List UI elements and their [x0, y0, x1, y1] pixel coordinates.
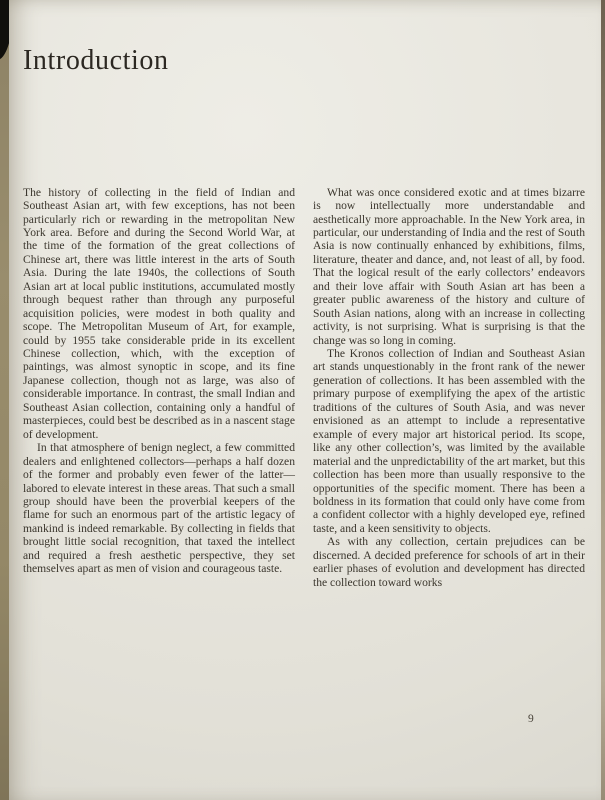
- paragraph: The Kronos collection of Indian and Southeast Asian art stands unquestionably in the front rank of the newer generation of collections. It has been assembled with the primary purpose of exemplifying the apex of the artistic traditions of the cultures of South Asia, and was never envisioned as an attempt to include a representative example of every major art historical period. Its scope, like any other collection’s, was limited by the available material and the unpredictability of the art market, but this collection has been more than usually responsive to the opportunities of the specific moment. There has been a boldness in its formation that could only have come from a confident collector with a highly developed eye, refined taste, and a keen sensitivity to objects.: [313, 347, 585, 535]
- right-text-column: [313, 186, 585, 590]
- left-text-column: [23, 186, 295, 590]
- page-right-edge: [601, 0, 605, 800]
- chapter-title: Introduction: [23, 45, 169, 76]
- paragraph: What was once considered exotic and at times bizarre is now intellectually more understandable and aesthetically more approachable. In the New York area, in particular, our understanding of India and the rest of South Asia is now continually enhanced by exhibitions, films, literature, theater and dance, and, not least of all, by food. That the logical result of the early collectors’ endeavors and their love affair with South Asian art has been a greater public awareness of the history and culture of South Asian nations, along with an increase in collecting activity, is not surprising. What is surprising is that the change was so long in coming.: [313, 185, 585, 347]
- paragraph: As with any collection, certain prejudices can be discerned. A decided preference for schools of art in their earlier phases of evolution and development has directed the collection toward works: [313, 535, 585, 589]
- two-column-text-block: [23, 186, 585, 590]
- page-number: 9: [528, 713, 534, 725]
- book-page: [9, 0, 601, 800]
- paragraph: In that atmosphere of benign neglect, a few committed dealers and enlightened collectors—perhaps a half dozen of the former and probably even fewer of the latter—labored to elevate interest in these areas. That such a small group should have been the proverbial keepers of the flame for such an enormous part of the artistic legacy of mankind is indeed remarkable. By collecting in fields that brought little social recognition, that taxed the intellect and required a fresh aesthetic perspective, they set themselves apart as men of vision and courageous taste.: [23, 441, 295, 576]
- paragraph: The history of collecting in the field of Indian and Southeast Asian art, with few exceptions, has not been particularly rich or rewarding in the metropolitan New York area. Before and during the Second World War, at the time of the formation of the great collections of Chinese art, there was little interest in the arts of South Asia. During the late 1940s, the collections of South Asian art at local public institutions, accumulated mostly through bequest rather than through any purposeful acquisition policies, were modest in both quality and scope. The Metropolitan Museum of Art, for example, could by 1955 take considerable pride in its excellent Chinese collection, which, with the exception of paintings, was almost synoptic in scope, and its fine Japanese collection, though not as large, was also of considerable importance. In contrast, the small Indian and Southeast Asian collection, containing only a handful of masterpieces, could best be described as in a nascent stage of development.: [23, 185, 295, 441]
- book-fore-edge: [0, 0, 9, 800]
